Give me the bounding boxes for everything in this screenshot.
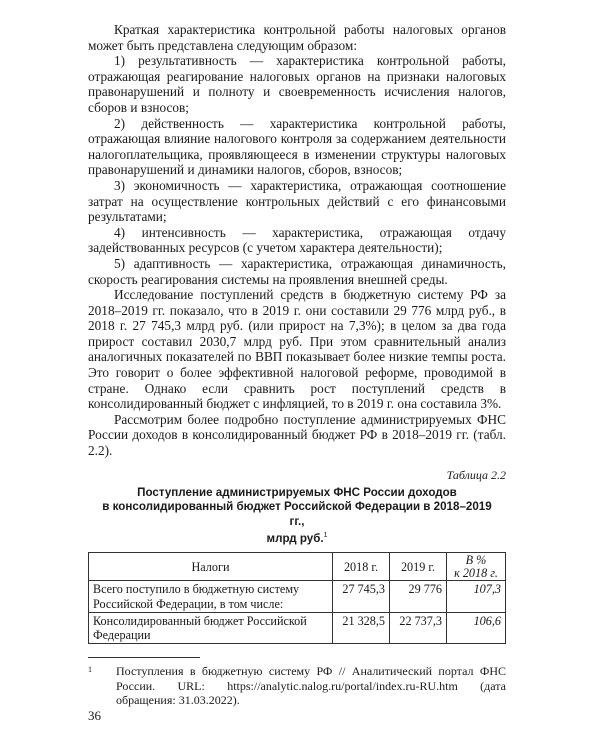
page-content [88, 22, 506, 707]
row-value-2019: 22 737,3 [390, 612, 447, 643]
table-title-footnote-mark: 1 [323, 532, 328, 540]
footnote-mark: 1 [88, 665, 92, 675]
table-row [89, 612, 506, 643]
row-name: Консолидированный бюджет Российской Федерации [89, 612, 333, 643]
revenue-table [88, 552, 506, 644]
table-title [88, 486, 506, 547]
row-percent: 107,3 [447, 581, 506, 612]
header-percent [447, 553, 506, 581]
paragraph-research: Исследование поступлений средств в бюджетную систему РФ за 2018–2019 гг. показало, что в 2019 г. они составили 29 776 млрд руб., в 2018 г. 27 745,3 млрд руб. (или прирост на 7,3%); в целом за два года прирост составил 2030,7 млрд руб. При этом сравнительный анализ аналогичных показателей по ВВП показывает более низкие темпы роста. Это говорит о более эффективной налоговой реформе, проводимой в стране. Однако если сравнить рост поступлений средств в консолидированный бюджет с инфляцией, то в 2019 г. она составила 3%. [88, 287, 506, 412]
paragraph-item-3: 3) экономичность — характеристика, отражающая соотношение затрат на осуществление контрольных действий с его финансовыми результатами; [88, 177, 506, 225]
table-header-row [89, 553, 506, 581]
paragraph-item-2: 2) действенность — характеристика контрольной работы, отражающая влияние налогового контроля за содержанием деятельности налогоплательщика, проявляющееся в изменении структуры налоговых правонарушений и динамики налогов, сборов, взносов; [88, 115, 506, 178]
footnote-text: Поступления в бюджетную систему РФ // Аналитический портал ФНС России. URL: https://analytic.nalog.ru/portal/index.ru-RU.htm (дата обращения: 31.03.2022). [116, 664, 506, 707]
table-title-line-2: в консолидированный бюджет Российской Федерации в 2018–2019 гг., [102, 500, 492, 528]
table-title-line-3: млрд руб. [266, 531, 324, 545]
footnote [88, 664, 506, 707]
paragraph-item-4: 4) интенсивность — характеристика, отражающая отдачу задействованных ресурсов (с учетом характера деятельности); [88, 224, 506, 256]
row-value-2019: 29 776 [390, 581, 447, 612]
page-number: 36 [88, 708, 101, 723]
row-name: Всего поступило в бюджетную систему Российской Федерации, в том числе: [89, 581, 333, 612]
row-percent: 106,6 [447, 612, 506, 643]
table-row [89, 581, 506, 612]
header-percent-line-2: к 2018 г. [454, 565, 498, 580]
paragraph-item-5: 5) адаптивность — характеристика, отражающая динамичность, скорость реагирования системы на проявления внешней среды. [88, 255, 506, 287]
paragraph-item-1: 1) результативность — характеристика контрольной работы, отражающая реагирование налоговых органов на признаки налоговых правонарушений и полноту и своевременность исчисления налогов, сборов и взносов; [88, 53, 506, 115]
paragraph-intro: Краткая характеристика контрольной работы налоговых органов может быть представлена следующим образом: [88, 22, 506, 53]
header-2019: 2019 г. [390, 553, 447, 581]
row-value-2018: 21 328,5 [333, 612, 390, 643]
row-value-2018: 27 745,3 [333, 581, 390, 612]
table-label: Таблица 2.2 [446, 467, 506, 482]
header-taxes: Налоги [89, 553, 333, 581]
paragraph-table-ref: Рассмотрим более подробно поступление администрируемых ФНС России доходов в консолидированный бюджет РФ в 2018–2019 гг. (табл. 2.2). [88, 411, 506, 459]
footnote-separator [88, 657, 200, 658]
header-percent-line-1: В % [465, 553, 487, 568]
table-title-line-1: Поступление администрируемых ФНС России доходов [137, 485, 457, 499]
header-2018: 2018 г. [333, 553, 390, 581]
